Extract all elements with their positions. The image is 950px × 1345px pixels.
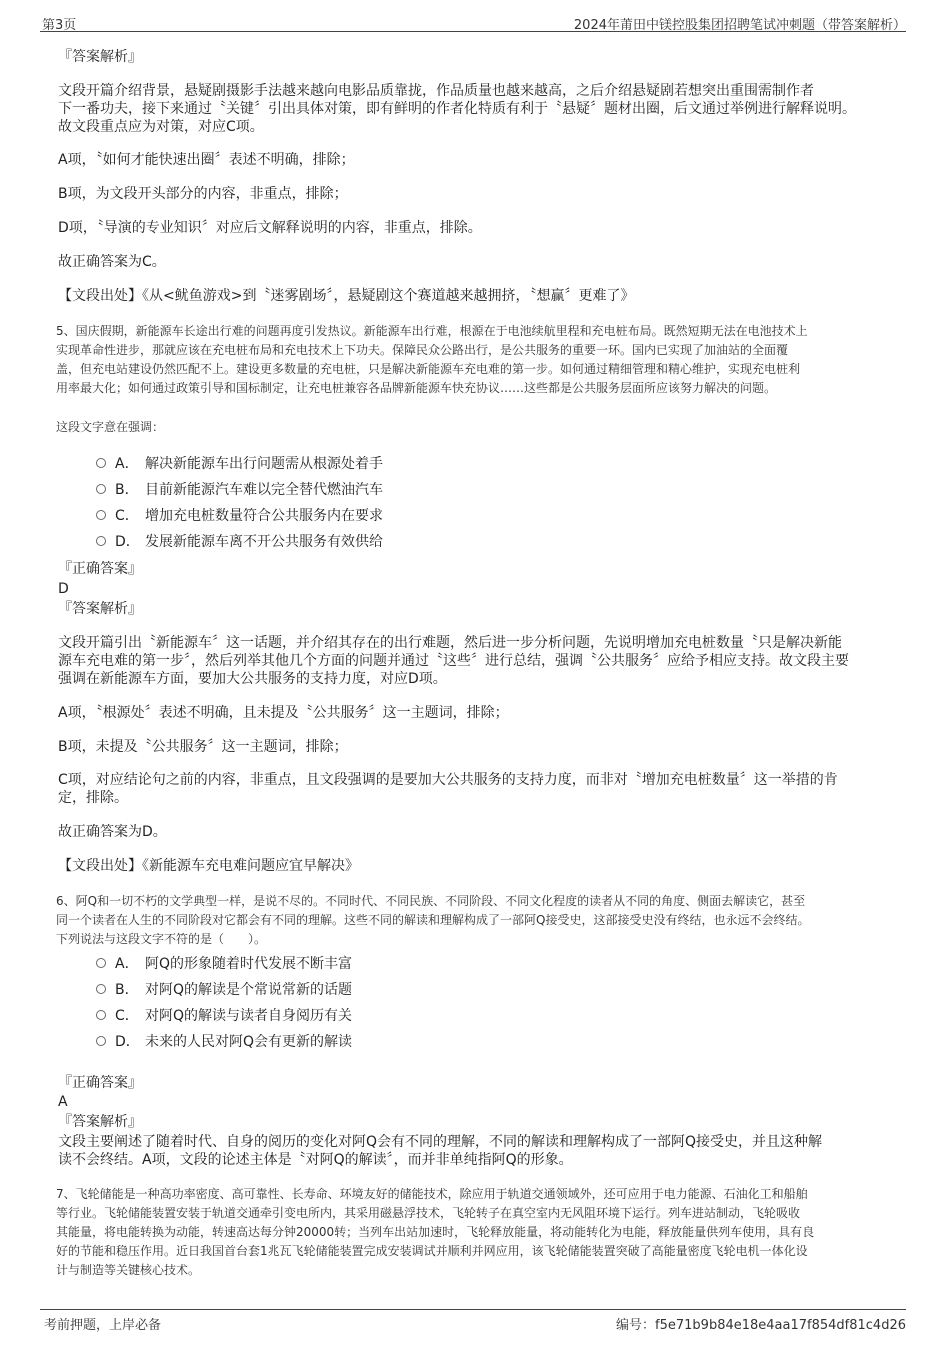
q6-stem-line: 下列说法与这段文字不符的是（ ）。 — [56, 932, 267, 946]
q5-option-b-note: B项，未提及〝公共服务〞这一主题词，排除； — [58, 739, 348, 755]
q7-stem-line: 好的节能和稳压作用。近日我国首台套1兆瓦飞轮储能装置完成安装调试并顺利并网应用，该飞轮储能装置突破了高能量密度飞轮电机一体化设 — [56, 1244, 808, 1258]
page-number: 第3页 — [42, 18, 77, 33]
q5-option-a-note: A项，〝根源处〞表述不明确，且未提及〝公共服务〞这一主题词，排除； — [58, 705, 509, 721]
q6-analysis-line: 文段主要阐述了随着时代、自身的阅历的变化对阿Q会有不同的理解，不同的解读和理解构成了一部阿Q接受史，并且这种解 — [58, 1134, 823, 1150]
q6-option-b[interactable]: B． 对阿Q的解读是个常说常新的话题 — [96, 981, 352, 999]
q5-analysis-line: 强调在新能源车方面，要加大公共服务的支持力度，对应D项。 — [58, 671, 447, 687]
q4-conclusion: 故正确答案为C。 — [58, 254, 166, 270]
q7-stem-line: 等行业。飞轮储能装置安装于轨道交通牵引变电所内，其采用磁悬浮技术，飞轮转子在真空室内无风阻环境下运行。列车进站制动，飞轮吸收 — [56, 1206, 801, 1220]
document-id: 编号：f5e71b9b84e18e4aa17f854df81c4d26 — [616, 1318, 906, 1333]
q7-stem-line: 计与制造等关键核心技术。 — [56, 1263, 201, 1277]
q6-stem-line: 6、阿Q和一切不朽的文学典型一样，是说不尽的。不同时代、不同民族、不同阶段、不同文化程度的读者从不同的角度、侧面去解读它，甚至 — [56, 894, 806, 908]
q5-stem-line: 用率最大化；如何通过政策引导和国标制定，让充电桩兼容各品牌新能源车快充协议……这些都是公共服务层面所应该努力解决的问题。 — [56, 381, 777, 395]
q5-option-c[interactable]: C． 增加充电桩数量符合公共服务内在要求 — [96, 507, 383, 525]
q5-option-d[interactable]: D． 发展新能源车离不开公共服务有效供给 — [96, 533, 383, 551]
q5-analysis-label: 『答案解析』 — [58, 601, 142, 617]
q5-answer-label: 『正确答案』 — [58, 561, 142, 577]
radio-icon[interactable] — [96, 458, 106, 468]
q6-answer-label: 『正确答案』 — [58, 1075, 142, 1091]
footer-divider — [40, 1309, 906, 1310]
header-divider — [40, 31, 906, 32]
radio-icon[interactable] — [96, 984, 106, 994]
q6-option-c[interactable]: C． 对阿Q的解读与读者自身阅历有关 — [96, 1007, 352, 1025]
q4-analysis-label: 『答案解析』 — [58, 49, 142, 65]
q5-conclusion: 故正确答案为D。 — [58, 824, 167, 840]
q5-option-c-note: 定，排除。 — [58, 790, 128, 806]
radio-icon[interactable] — [96, 958, 106, 968]
q7-stem-line: 其能量，将电能转换为动能，转速高达每分钟20000转；当列车出站加速时，飞轮释放能量，将动能转化为电能，释放能量供列车使用，具有良 — [56, 1225, 815, 1239]
q6-analysis-label: 『答案解析』 — [58, 1114, 142, 1130]
q4-option-d-note: D项，〝导演的专业知识〞对应后文解释说明的内容，非重点，排除。 — [58, 220, 482, 236]
radio-icon[interactable] — [96, 484, 106, 494]
q5-option-c-note: C项，对应结论句之前的内容，非重点，且文段强调的是要加大公共服务的支持力度，而非对〝增加充电桩数量〞这一举措的肯 — [58, 772, 838, 788]
q4-option-a-note: A项，〝如何才能快速出圈〞表述不明确，排除； — [58, 152, 355, 168]
document-title: 2024年莆田中镁控股集团招聘笔试冲刺题（带答案解析） — [573, 18, 906, 33]
q6-option-a[interactable]: A． 阿Q的形象随着时代发展不断丰富 — [96, 955, 352, 973]
q6-stem-line: 同一个读者在人生的不同阶段对它都会有不同的理解。这些不同的解读和理解构成了一部阿Q接受史，这部接受史没有终结，也永远不会终结。 — [56, 913, 810, 927]
q4-analysis-line: 文段开篇介绍背景，悬疑剧摄影手法越来越向电影品质靠拢，作品质量也越来越高，之后介绍悬疑剧若想突出重围需制作者 — [58, 83, 814, 99]
q6-option-d[interactable]: D． 未来的人民对阿Q会有更新的解读 — [96, 1033, 352, 1051]
q5-stem-line: 5、国庆假期，新能源车长途出行难的问题再度引发热议。新能源车出行难，根源在于电池续航里程和充电桩布局。既然短期无法在电池技术上 — [56, 324, 808, 338]
q5-stem-line: 实现革命性进步，那就应该在充电桩布局和充电技术上下功夫。保障民众公路出行，是公共服务的重要一环。国内已实现了加油站的全面覆 — [56, 343, 789, 357]
q5-analysis-line: 源车充电难的第一步〞，然后列举其他几个方面的问题并通过〝这些〞进行总结，强调〝公共服务〞应给予相应支持。故文段主要 — [58, 653, 849, 669]
q4-analysis-line: 故文段重点应为对策，对应C项。 — [58, 119, 264, 135]
radio-icon[interactable] — [96, 536, 106, 546]
q5-option-b[interactable]: B． 目前新能源汽车难以完全替代燃油汽车 — [96, 481, 383, 499]
q6-answer: A — [58, 1094, 68, 1110]
footer-slogan: 考前押题，上岸必备 — [44, 1318, 162, 1333]
radio-icon[interactable] — [96, 510, 106, 520]
q5-answer: D — [58, 581, 69, 597]
q4-option-b-note: B项，为文段开头部分的内容，非重点，排除； — [58, 186, 348, 202]
q5-analysis-line: 文段开篇引出〝新能源车〞这一话题，并介绍其存在的出行难题，然后进一步分析问题，先说明增加充电桩数量〝只是解决新能 — [58, 635, 842, 651]
radio-icon[interactable] — [96, 1010, 106, 1020]
q4-source: 【文段出处】《从<鱿鱼游戏>到〝迷雾剧场〞，悬疑剧这个赛道越来越拥挤，〝想赢〞更难了》 — [58, 288, 635, 304]
radio-icon[interactable] — [96, 1036, 106, 1046]
q5-prompt: 这段文字意在强调： — [56, 420, 165, 434]
q7-stem-line: 7、飞轮储能是一种高功率密度、高可靠性、长寿命、环境友好的储能技术，除应用于轨道交通领域外，还可应用于电力能源、石油化工和船舶 — [56, 1187, 808, 1201]
q4-analysis-line: 下一番功夫，接下来通过〝关键〞引出具体对策，即有鲜明的作者化特质有利于〝悬疑〞题材出圈，后文通过举例进行解释说明。 — [58, 101, 856, 117]
q5-option-a[interactable]: A． 解决新能源车出行问题需从根源处着手 — [96, 455, 383, 473]
q6-analysis-line: 读不会终结。A项，文段的论述主体是〝对阿Q的解读〞，而并非单纯指阿Q的形象。 — [58, 1152, 573, 1168]
q5-stem-line: 盖，但充电站建设仍然匹配不上。建设更多数量的充电桩，只是解决新能源车充电难的第一步。如何通过精细管理和精心维护，实现充电桩利 — [56, 362, 801, 376]
q5-source: 【文段出处】《新能源车充电难问题应宜早解决》 — [58, 858, 359, 874]
